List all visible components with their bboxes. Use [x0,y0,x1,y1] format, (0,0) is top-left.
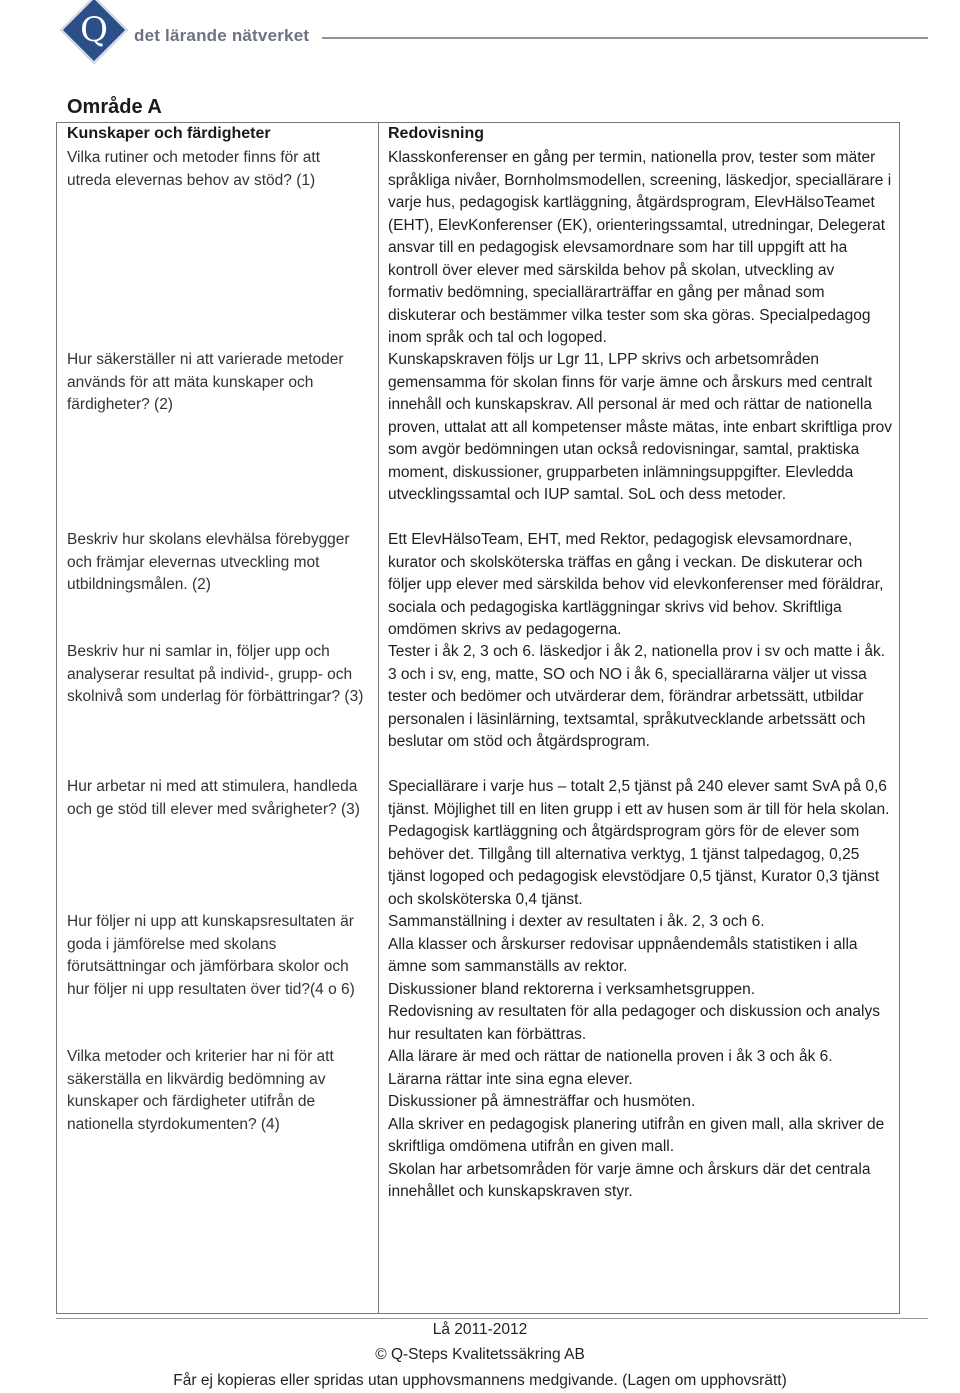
footer-year: Lå 2011-2012 [432,1321,528,1338]
answer-7-line-3: Diskussioner på ämnesträffar och husmöten. [388,1093,696,1110]
answer-7-line-5: Skolan har arbetsområden för varje ämne och årskurs där det centrala innehållet och kunskapskraven styr. [388,1160,871,1200]
answer-1-text: Klasskonferenser en gång per termin, nationella prov, tester som mäter språkliga nivåer, Bornholmsmodellen, screening, läskedjor, speciallärare i varje hus, pedagogisk kartläggning, åtgärdsprogram, ElevHälsoTeamet (EHT), ElevKonferenser (EK), orienteringssamtal, utredningar, Delegerat ansvar till en pedagogisk elevsamordnare som har till uppgift att ha kontroll över elever med särskilda behov på skolan, utveckling av formativ bedömning, speciallärarträffar en gång per månad som diskuterar och bestämmer vilka tester som ska göras. Specialpedagog inom språk och tal och logoped. [388,149,892,346]
question-5: Hur arbetar ni med att stimulera, handleda och ge stöd till elever med svårigheter? (3) [67,778,360,818]
logo-text: det lärande nätverket [134,26,310,45]
answer-3 [388,529,893,642]
area-title: Område A [67,96,162,118]
page-header [0,0,960,80]
answer-6-line-4: Redovisning av resultaten för alla pedagoger och diskussion och analys hur resultaten kan förbättras. [388,1003,880,1043]
answer-6 [388,911,893,1046]
answer-4 [388,641,893,754]
answer-6-line-3: Diskussioner bland rektorerna i verksamhetsgruppen. [388,980,756,998]
header-rule [322,37,928,39]
question-4: Beskriv hur ni samlar in, följer upp och analyserar resultat på individ-, grupp- och skolnivå som underlag för förbättringar? (3) [67,643,364,705]
answer-4-text: Tester i åk 2, 3 och 6. läskedjor i åk 2, nationella prov i sv och matte i åk. 3 och i sv, eng, matte, SO och NO i åk 6, speciallärarna väljer ut vissa tester och bedömer och utvärderar dem, förändrar arbetssätt, utbildar personalen i läsinlärning, textsamtal, språkutvecklande arbetssätt och beslutar om stöd och åtgärdsprogram. [388,643,886,750]
answer-6-line-2: Alla klasser och årskurser redovisar uppnåendemåls statistiken i alla ämne som sammanställs av rektor. [388,935,858,975]
answer-3-text: Ett ElevHälsoTeam, EHT, med Rektor, pedagogisk elevsamordnare, kurator och skolsköterska träffas en gång i veckan. De diskuterar och följer upp elever med särskilda behov vid elevkonferenser med föräldrar, sociala och pedagogiska kartläggningar skrivs vid behov. Skriftliga omdömen skrivs av pedagogerna. [388,531,884,638]
answer-7-line-2: Lärarna rättar inte sina egna elever. [388,1070,633,1088]
answer-5 [388,776,893,911]
answer-7 [388,1046,893,1204]
answer-7-line-1: Alla lärare är med och rättar de nationella proven i åk 3 och åk 6. [388,1048,833,1065]
left-column-header: Kunskaper och färdigheter [67,125,271,142]
footer-copyright: © Q-Steps Kvalitetssäkring AB [375,1346,585,1363]
assessment-table [56,122,900,1314]
question-2: Hur säkerställer ni att varierade metoder används för att mäta kunskaper och färdigheter? (2) [67,351,344,413]
answer-6-line-1: Sammanställning i dexter av resultaten i åk. 2, 3 och 6. [388,913,765,930]
answer-2-text: Kunskapskraven följs ur Lgr 11, LPP skrivs och arbetsområden gemensamma för skolan finns för varje ämne och årskurs med centralt innehåll och kunskapskrav. All personal är med och rättar de nationella proven, uttalat att all kompetenser måste mätas, inte enbart skriftliga prov som avgör bedömningen utan också redovisningar, samtal, praktiska moment, diskussioner, grupparbeten inlämningsuppgifter. Elevledda utvecklingssamtal och IUP samtal. SoL och dess metoder. [388,351,892,503]
answer-2 [388,349,893,507]
footer-rule [56,1318,928,1319]
question-6: Hur följer ni upp att kunskapsresultaten är goda i jämförelse med skolans förutsättningar och jämförbara skolor och hur följer ni upp resultaten över tid?(4 o 6) [67,913,355,998]
footer-notice: Får ej kopieras eller spridas utan upphovsmannens medgivande. (Lagen om upphovsrätt) [173,1372,787,1389]
question-7: Vilka metoder och kriterier har ni för att säkerställa en likvärdig bedömning av kunskaper och färdigheter utifrån de nationella styrdokumenten? (4) [67,1048,334,1133]
logo-q-icon: Q [80,10,108,50]
question-1: Vilka rutiner och metoder finns för att utreda elevernas behov av stöd? (1) [67,149,321,189]
column-divider [378,123,379,1313]
question-3: Beskriv hur skolans elevhälsa förebygger och främjar elevernas utveckling mot utbildningsmålen. (2) [67,531,350,593]
answer-5-text: Speciallärare i varje hus – totalt 2,5 tjänst på 240 elever samt SvA på 0,6 tjänst. Möjlighet till en liten grupp i ett av husen som är till för hela skolan. Pedagogisk kartläggning och åtgärdsprogram görs för de elever som behöver det. Tillgång till alternativa verktyg, 1 tjänst talpedagog, 0,25 tjänst logoped och pedagogisk elevstödjare 0,5 tjänst, Kurator 0,3 tjänst och skolsköterska 0,4 tjänst. [388,778,890,908]
answer-7-line-4: Alla skriver en pedagogisk planering utifrån en given mall, alla skriver de skriftliga omdömena utifrån en given mall. [388,1115,885,1155]
right-column-header: Redovisning [388,125,485,142]
answer-1 [388,147,893,350]
